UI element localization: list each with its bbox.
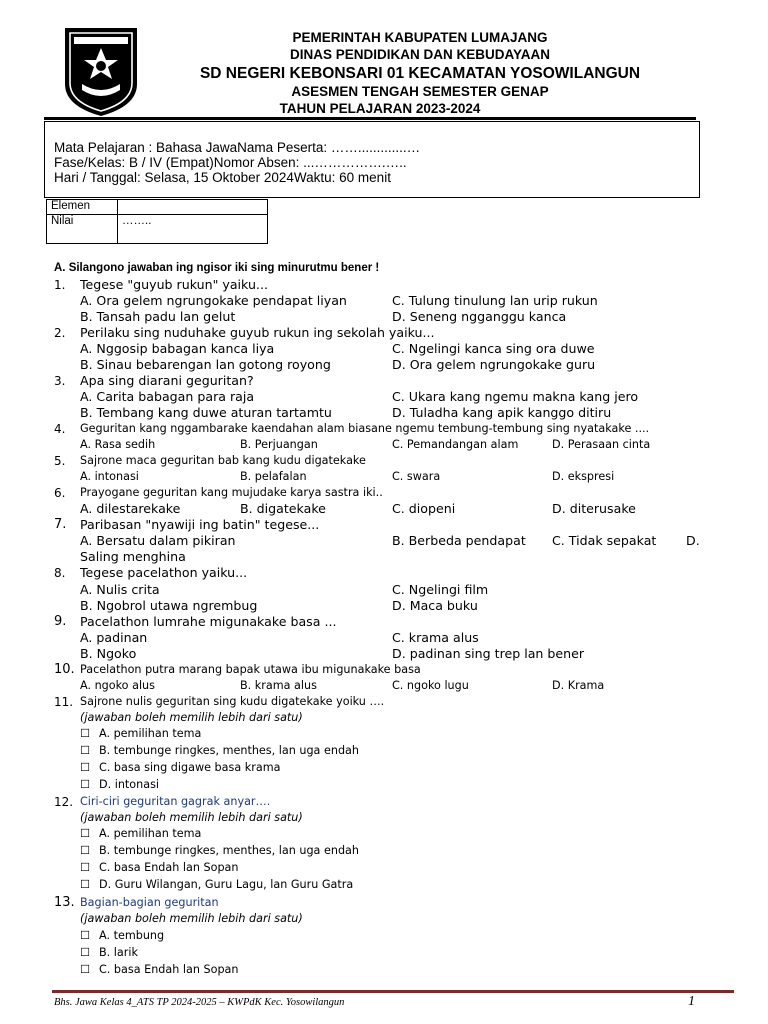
option-d: D. ekspresi [552, 470, 615, 483]
option-c: C. basa sing digawe basa krama [99, 761, 281, 774]
page-number: 1 [688, 994, 695, 1009]
option-a: A. Ora gelem ngrungokake pendapat liyan [80, 293, 347, 308]
question-text: Sajrone nulis geguritan sing kudu digatekake yoiku …. [80, 695, 385, 708]
header-line-exam: ASESMEN TENGAH SEMESTER GENAP [291, 84, 549, 99]
option-c: C. basa Endah lan Sopan [99, 861, 239, 874]
checkbox-icon[interactable]: ☐ [80, 727, 91, 740]
checkbox-icon[interactable]: ☐ [80, 946, 91, 959]
checkbox-icon[interactable]: ☐ [80, 878, 91, 891]
score-element-value [118, 200, 268, 215]
option-c: C. Ngelingi kanca sing ora duwe [392, 341, 595, 356]
option-d-letter: D. [686, 533, 700, 548]
option-d: D. Guru Wilangan, Guru Lagu, lan Guru Gatra [99, 878, 354, 891]
question-number: 4. [54, 422, 66, 436]
option-b: B. tembunge ringkes, menthes, lan uga endah [99, 744, 359, 757]
question-text: Apa sing diarani geguritan? [80, 373, 254, 388]
option-d: D. Ora gelem ngrungokake guru [392, 357, 596, 372]
option-a: A. intonasi [80, 470, 139, 483]
checkbox-icon[interactable]: ☐ [80, 778, 91, 791]
question-number: 6. [54, 486, 66, 500]
option-a: A. Bersatu dalam pikiran [80, 533, 236, 548]
option-d: Saling menghina [80, 549, 186, 564]
question-text: Paribasan "nyawiji ing batin" tegese... [80, 517, 320, 532]
score-table [46, 199, 268, 244]
question-number: 13. [54, 895, 75, 910]
question-text: Bagian-bagian geguritan [80, 896, 219, 909]
question-text: Prayogane geguritan kang mujudake karya sastra iki.. [80, 486, 383, 499]
option-b: B. digatekake [240, 501, 326, 516]
option-a: A. Nulis crita [80, 582, 160, 597]
question-text: Sajrone maca geguritan bab kang kudu digatekake [80, 454, 366, 467]
option-c: C. basa Endah lan Sopan [99, 963, 239, 976]
option-b: B. tembunge ringkes, menthes, lan uga endah [99, 844, 359, 857]
question-text: Tegese pacelathon yaiku... [80, 565, 248, 580]
question-number: 8. [54, 566, 66, 580]
footer-text: Bhs. Jawa Kelas 4_ATS TP 2024-2025 – KWPdK Kec. Yosowilangun [54, 997, 345, 1008]
option-c: C. ngoko lugu [392, 679, 469, 692]
checkbox-icon[interactable]: ☐ [80, 827, 91, 840]
question-note: (jawaban boleh memilih lebih dari satu) [80, 912, 303, 925]
checkbox-icon[interactable]: ☐ [80, 844, 91, 857]
option-d: D. Maca buku [392, 598, 478, 613]
option-a: A. dilestarekake [80, 501, 181, 516]
option-d: D. intonasi [99, 778, 160, 791]
option-b: B. Berbeda pendapat [392, 533, 526, 548]
checkbox-icon[interactable]: ☐ [80, 744, 91, 757]
option-c: C. Ngelingi film [392, 582, 489, 597]
question-text: Tegese "guyub rukun" yaiku... [80, 277, 268, 292]
option-c: C. diopeni [392, 501, 456, 516]
header-line-school: SD NEGERI KEBONSARI 01 KECAMATAN YOSOWILANGUN [199, 65, 641, 82]
score-value-label: Nilai [47, 215, 118, 244]
info-date-time: Hari / Tanggal: Selasa, 15 Oktober 2024Waktu: 60 menit [54, 170, 391, 185]
option-b: B. Tembang kang duwe aturan tartamtu [80, 405, 332, 420]
option-b: B. krama alus [240, 679, 317, 692]
question-note: (jawaban boleh memilih lebih dari satu) [80, 711, 303, 724]
header-line-year: TAHUN PELAJARAN 2023-2024 [279, 101, 481, 116]
header-divider [44, 117, 696, 120]
score-row-element [47, 200, 268, 215]
score-row-value [47, 215, 268, 244]
option-c: C. swara [392, 470, 441, 483]
option-d: D. Seneng ngganggu kanca [392, 309, 567, 324]
question-text: Pacelathon lumrahe migunakake basa ... [80, 614, 337, 629]
option-a: A. ngoko alus [80, 679, 155, 692]
question-text: Ciri-ciri geguritan gagrak anyar…. [80, 795, 271, 808]
section-instruction: A. Silangono jawaban ing ngisor iki sing minurutmu bener ! [54, 262, 380, 274]
checkbox-icon[interactable]: ☐ [80, 761, 91, 774]
option-b: B. Tansah padu lan gelut [80, 309, 236, 324]
checkbox-icon[interactable]: ☐ [80, 929, 91, 942]
question-number: 5. [54, 454, 66, 468]
question-note: (jawaban boleh memilih lebih dari satu) [80, 811, 303, 824]
option-c: C. Tulung tinulung lan urip rukun [392, 293, 598, 308]
option-a: A. Rasa sedih [80, 438, 156, 451]
score-value-field: …….. [118, 215, 268, 244]
option-d: D. Perasaan cinta [552, 438, 651, 451]
header-line-department: DINAS PENDIDIKAN DAN KEBUDAYAAN [289, 47, 551, 62]
question-number: 1. [54, 278, 66, 292]
option-b: B. Ngoko [80, 646, 137, 661]
option-b: B. larik [99, 946, 138, 959]
question-number: 9. [54, 614, 67, 629]
footer-divider [52, 990, 734, 993]
option-c: C. krama alus [392, 630, 479, 645]
question-number: 12. [54, 795, 74, 809]
option-c: C. Tidak sepakat [552, 533, 657, 548]
option-a: A. tembung [99, 929, 165, 942]
question-number: 11. [54, 695, 74, 709]
question-number: 3. [54, 374, 66, 388]
option-c: C. Ukara kang ngemu makna kang jero [392, 389, 639, 404]
header-line-government: PEMERINTAH KABUPATEN LUMAJANG [292, 30, 548, 45]
option-c: C. Pemandangan alam [392, 438, 519, 451]
option-d: D. padinan sing trep lan bener [392, 646, 585, 661]
option-b: B. Ngobrol utawa ngrembug [80, 598, 258, 613]
question-text: Perilaku sing nuduhake guyub rukun ing sekolah yaiku... [80, 325, 435, 340]
info-class-number: Fase/Kelas: B / IV (Empat)Nomor Absen: ...…………….….. [54, 155, 407, 170]
option-a: A. padinan [80, 630, 148, 645]
question-text: Pacelathon putra marang bapak utawa ibu migunakake basa [80, 663, 421, 676]
option-a: A. Carita babagan para raja [80, 389, 255, 404]
option-b: B. Sinau bebarengan lan gotong royong [80, 357, 331, 372]
option-b: B. pelafalan [240, 470, 307, 483]
checkbox-icon[interactable]: ☐ [80, 861, 91, 874]
question-number: 10. [54, 662, 75, 677]
student-info-box [44, 121, 700, 198]
question-number: 7. [54, 517, 67, 532]
question-number: 2. [54, 326, 66, 340]
info-subject-name: Mata Pelajaran : Bahasa JawaNama Peserta: …….............… [54, 140, 421, 155]
question-text: Geguritan kang nggambarake kaendahan alam biasane ngemu tembung-tembung sing nyatakake .... [80, 422, 650, 435]
option-d: D. diterusake [552, 501, 636, 516]
option-d: D. Tuladha kang apik kanggo ditiru [392, 405, 612, 420]
option-d: D. Krama [552, 679, 605, 692]
checkbox-icon[interactable]: ☐ [80, 963, 91, 976]
score-element-label: Elemen [47, 200, 118, 215]
option-a: A. Nggosip babagan kanca liya [80, 341, 275, 356]
option-a: A. pemilihan tema [99, 827, 202, 840]
option-b: B. Perjuangan [240, 438, 318, 451]
option-a: A. pemilihan tema [99, 727, 202, 740]
